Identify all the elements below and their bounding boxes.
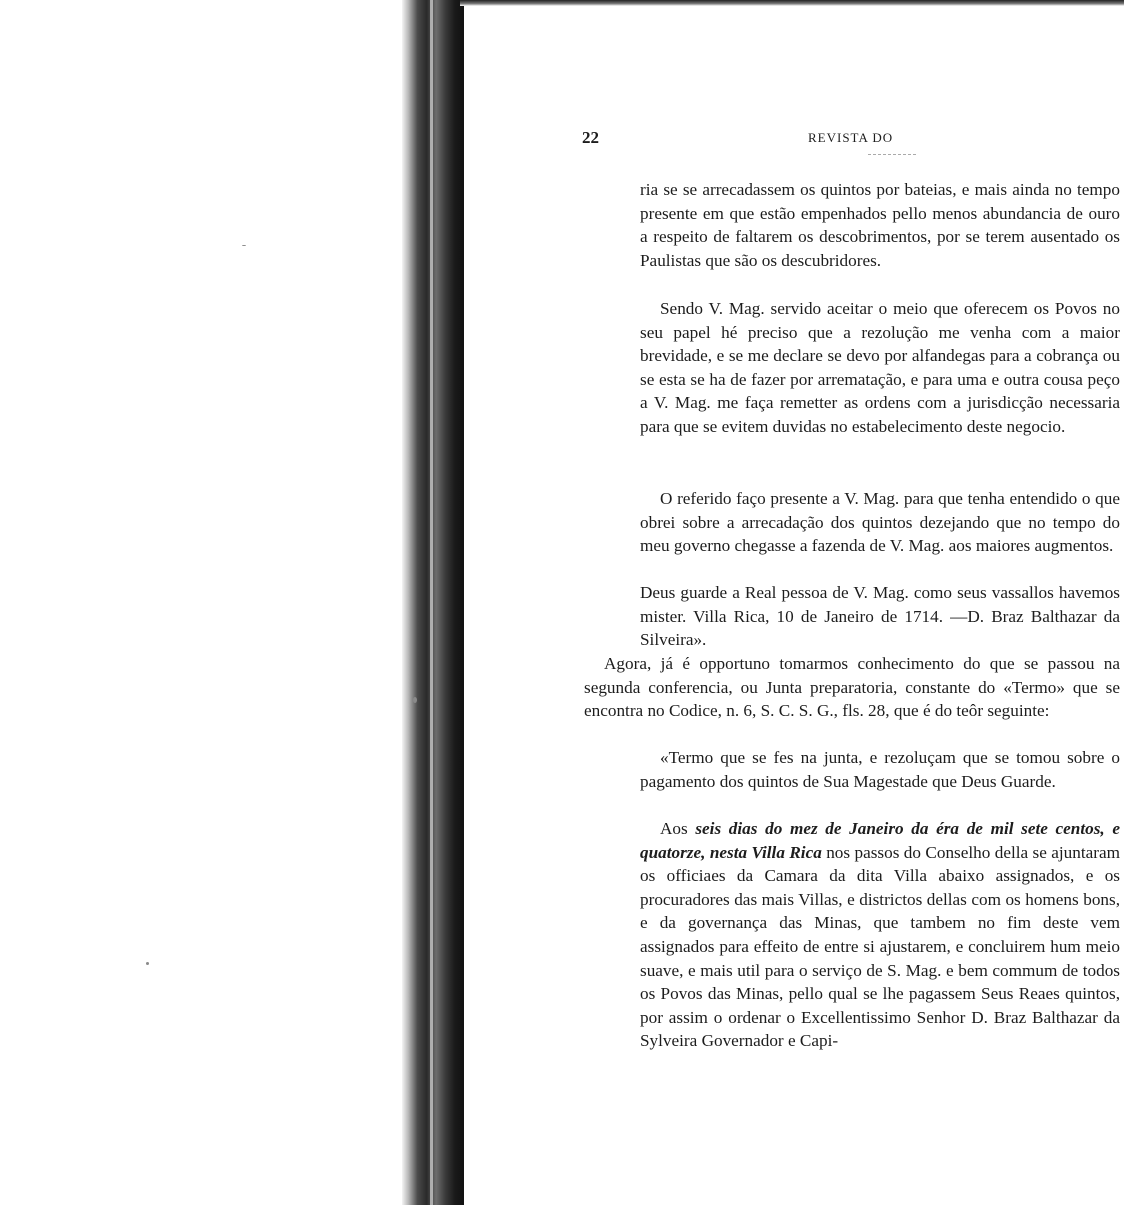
- termo-body-emphasis: seis dias do mez de Janeiro da éra de mil sete centos, e quatorze, nesta Villa Rica: [640, 819, 1120, 862]
- page-number: 22: [582, 128, 599, 147]
- page-top-edge: [460, 0, 1124, 6]
- paragraph-termo-body: [640, 817, 1120, 1053]
- paragraph-quote-closing: O referido faço presente a V. Mag. para que tenha entendido o que obrei sobre a arrecadação dos quintos dezejando que no tempo do meu governo chegasse a fazenda de V. Mag. aos maiores augmentos.: [640, 489, 1120, 556]
- scan-speck: [146, 962, 149, 965]
- spine-highlight: [430, 0, 433, 1205]
- termo-body-rest: nos passos do Conselho della se ajuntaram os officiaes da Camara da dita Villa abaixo assignados, e os procuradores das mais Villas, e districtos dellas com os homens bons, e da governança das Minas, que tambem no fim deste vem assignados para effeito de entre si ajustarem, e concluirem hum meio suave, e mais util para o serviço de S. Mag. e bem commum de todos os Povos das Minas, pello qual se lhe pagassem Seus Reaes quintos, por assim o ordenar o Excellentissimo Senhor D. Braz Balthazar da Sylveira Governador e Capi-: [640, 842, 1120, 1051]
- paragraph-quote-continuation: ria se se arrecadassem os quintos por bateias, e mais ainda no tempo presente em que estão empenhados pello menos abundancia de ouro a respeito de faltarem os descobrimentos, por se terem ausentado os Paulistas que são os descubridores.: [640, 180, 1120, 270]
- termo-body-start: Aos: [660, 819, 696, 838]
- scan-speck: [413, 697, 417, 703]
- paragraph-narrative: Agora, já é opportuno tomarmos conhecimento do que se passou na segunda conferencia, ou Junta preparatoria, constante do «Termo» que se encontra no Codice, n. 6, S. C. S. G., fls. 28, que é do teôr seguinte:: [584, 654, 1120, 721]
- paragraph-termo-title: «Termo que se fes na junta, e rezoluçam que se tomou sobre o pagamento dos quintos de Sua Magestade que Deus Guarde.: [640, 748, 1120, 791]
- book-spine-shadow: [402, 0, 464, 1205]
- paragraph-quote-signature: Deus guarde a Real pessoa de V. Mag. como seus vassallos havemos mister. Villa Rica, 10 de Janeiro de 1714. —D. Braz Balthazar da Silveira».: [640, 583, 1120, 650]
- header-rule: [868, 154, 916, 156]
- paragraph-quote-request: Sendo V. Mag. servido aceitar o meio que oferecem os Povos no seu papel hé preciso que a rezolução me venha com a maior brevidade, e se me declare se devo por alfandegas para a cobrança ou se esta se ha de fazer por arrematação, e para uma e outra cousa peço a V. Mag. me faça remetter as ordens com a jurisdicção necessaria para que se evitem duvidas no estabelecimento deste negocio.: [640, 299, 1120, 436]
- scan-speck: [242, 245, 246, 246]
- running-head: REVISTA DO: [808, 130, 894, 145]
